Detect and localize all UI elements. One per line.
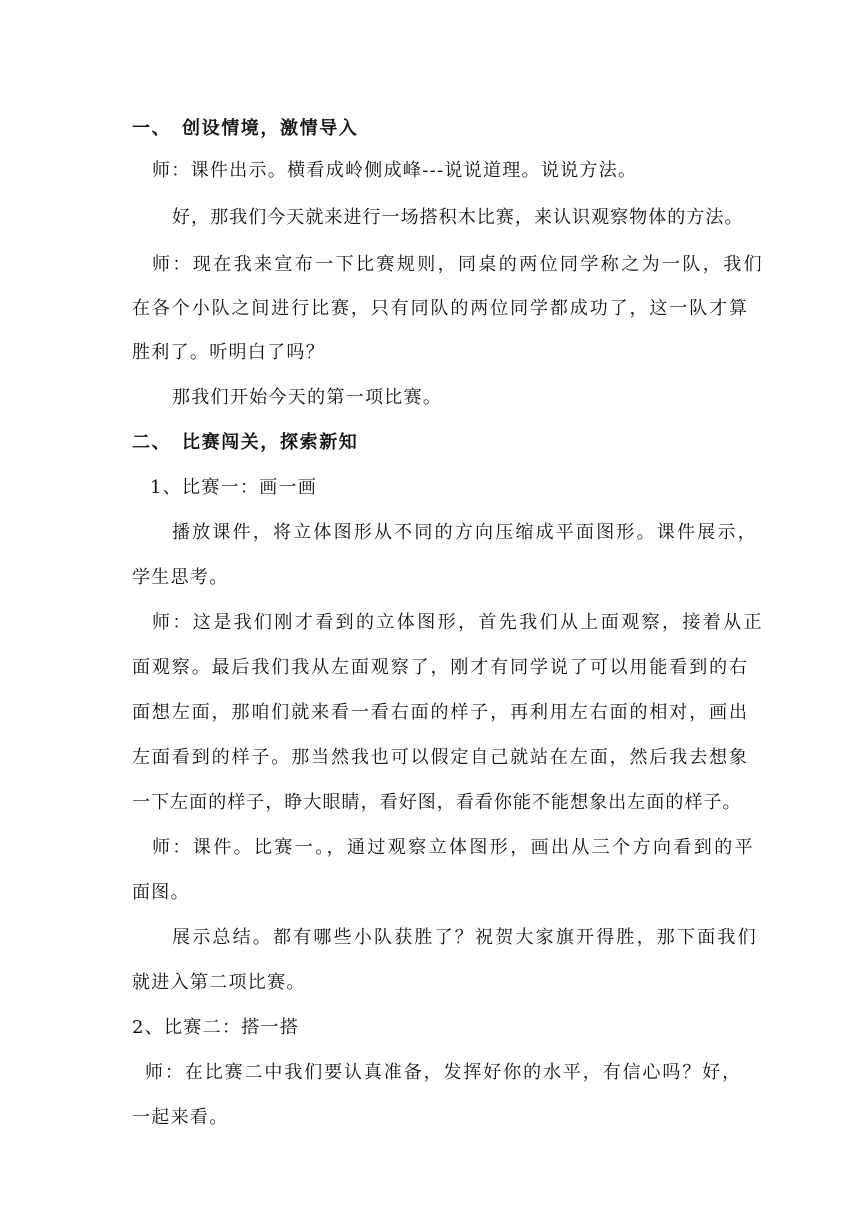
section-number: 二、 [132, 432, 172, 453]
paragraph-line: 师：课件出示。横看成岭侧成峰---说说道理。说说方法。 [152, 160, 638, 181]
paragraph-line: 师：在比赛二中我们要认真准备，发挥好你的水平，有信心吗？好， [145, 1062, 742, 1083]
paragraph-line: 师：课件。比赛一。，通过观察立体图形，画出从三个方向看到的平 [152, 837, 755, 858]
paragraph-line: 播放课件，将立体图形从不同的方向压缩成平面图形。课件展示， [172, 522, 758, 543]
paragraph-line: 胜利了。听明白了吗？ [132, 342, 325, 363]
subsection-heading: 1、比赛一：画一画 [150, 477, 318, 498]
paragraph-line: 师：这是我们刚才看到的立体图形，首先我们从上面观察，接着从正 [152, 612, 764, 633]
paragraph-line: 面观察。最后我们我从左面观察了，刚才有同学说了可以用能看到的右 [132, 657, 749, 678]
paragraph-line: 师：现在我来宣布一下比赛规则，同桌的两位同学称之为一队，我们 [152, 254, 764, 275]
paragraph-line: 在各个小队之间进行比赛，只有同队的两位同学都成功了，这一队才算 [132, 298, 749, 319]
paragraph-line: 面图。 [132, 882, 190, 903]
paragraph-line: 展示总结。都有哪些小队获胜了？祝贺大家旗开得胜，那下面我们 [172, 927, 758, 948]
paragraph-line: 左面看到的样子。那当然我也可以假定自己就站在左面，然后我去想象 [132, 747, 749, 768]
paragraph-line: 学生思考。 [132, 567, 229, 588]
paragraph-line: 面想左面，那咱们就来看一看右面的样子，再利用左右面的相对，画出 [132, 702, 749, 723]
paragraph-line: 一起来看。 [132, 1107, 229, 1128]
paragraph-line: 一下左面的样子，睁大眼睛，看好图，看看你能不能想象出左面的样子。 [132, 792, 742, 813]
subsection-heading: 2、比赛二：搭一搭 [132, 1017, 300, 1038]
section-title: 比赛闯关，探索新知 [182, 432, 359, 453]
paragraph-line: 就进入第二项比赛。 [132, 972, 306, 993]
paragraph-line: 那我们开始今天的第一项比赛。 [172, 387, 443, 408]
paragraph-line: 好，那我们今天就来进行一场搭积木比赛，来认识观察物体的方法。 [172, 207, 744, 228]
section-number: 一、 [132, 118, 172, 139]
section-title: 创设情境，激情导入 [182, 118, 359, 139]
section-heading-1 [132, 117, 358, 141]
section-heading-2 [132, 431, 358, 455]
